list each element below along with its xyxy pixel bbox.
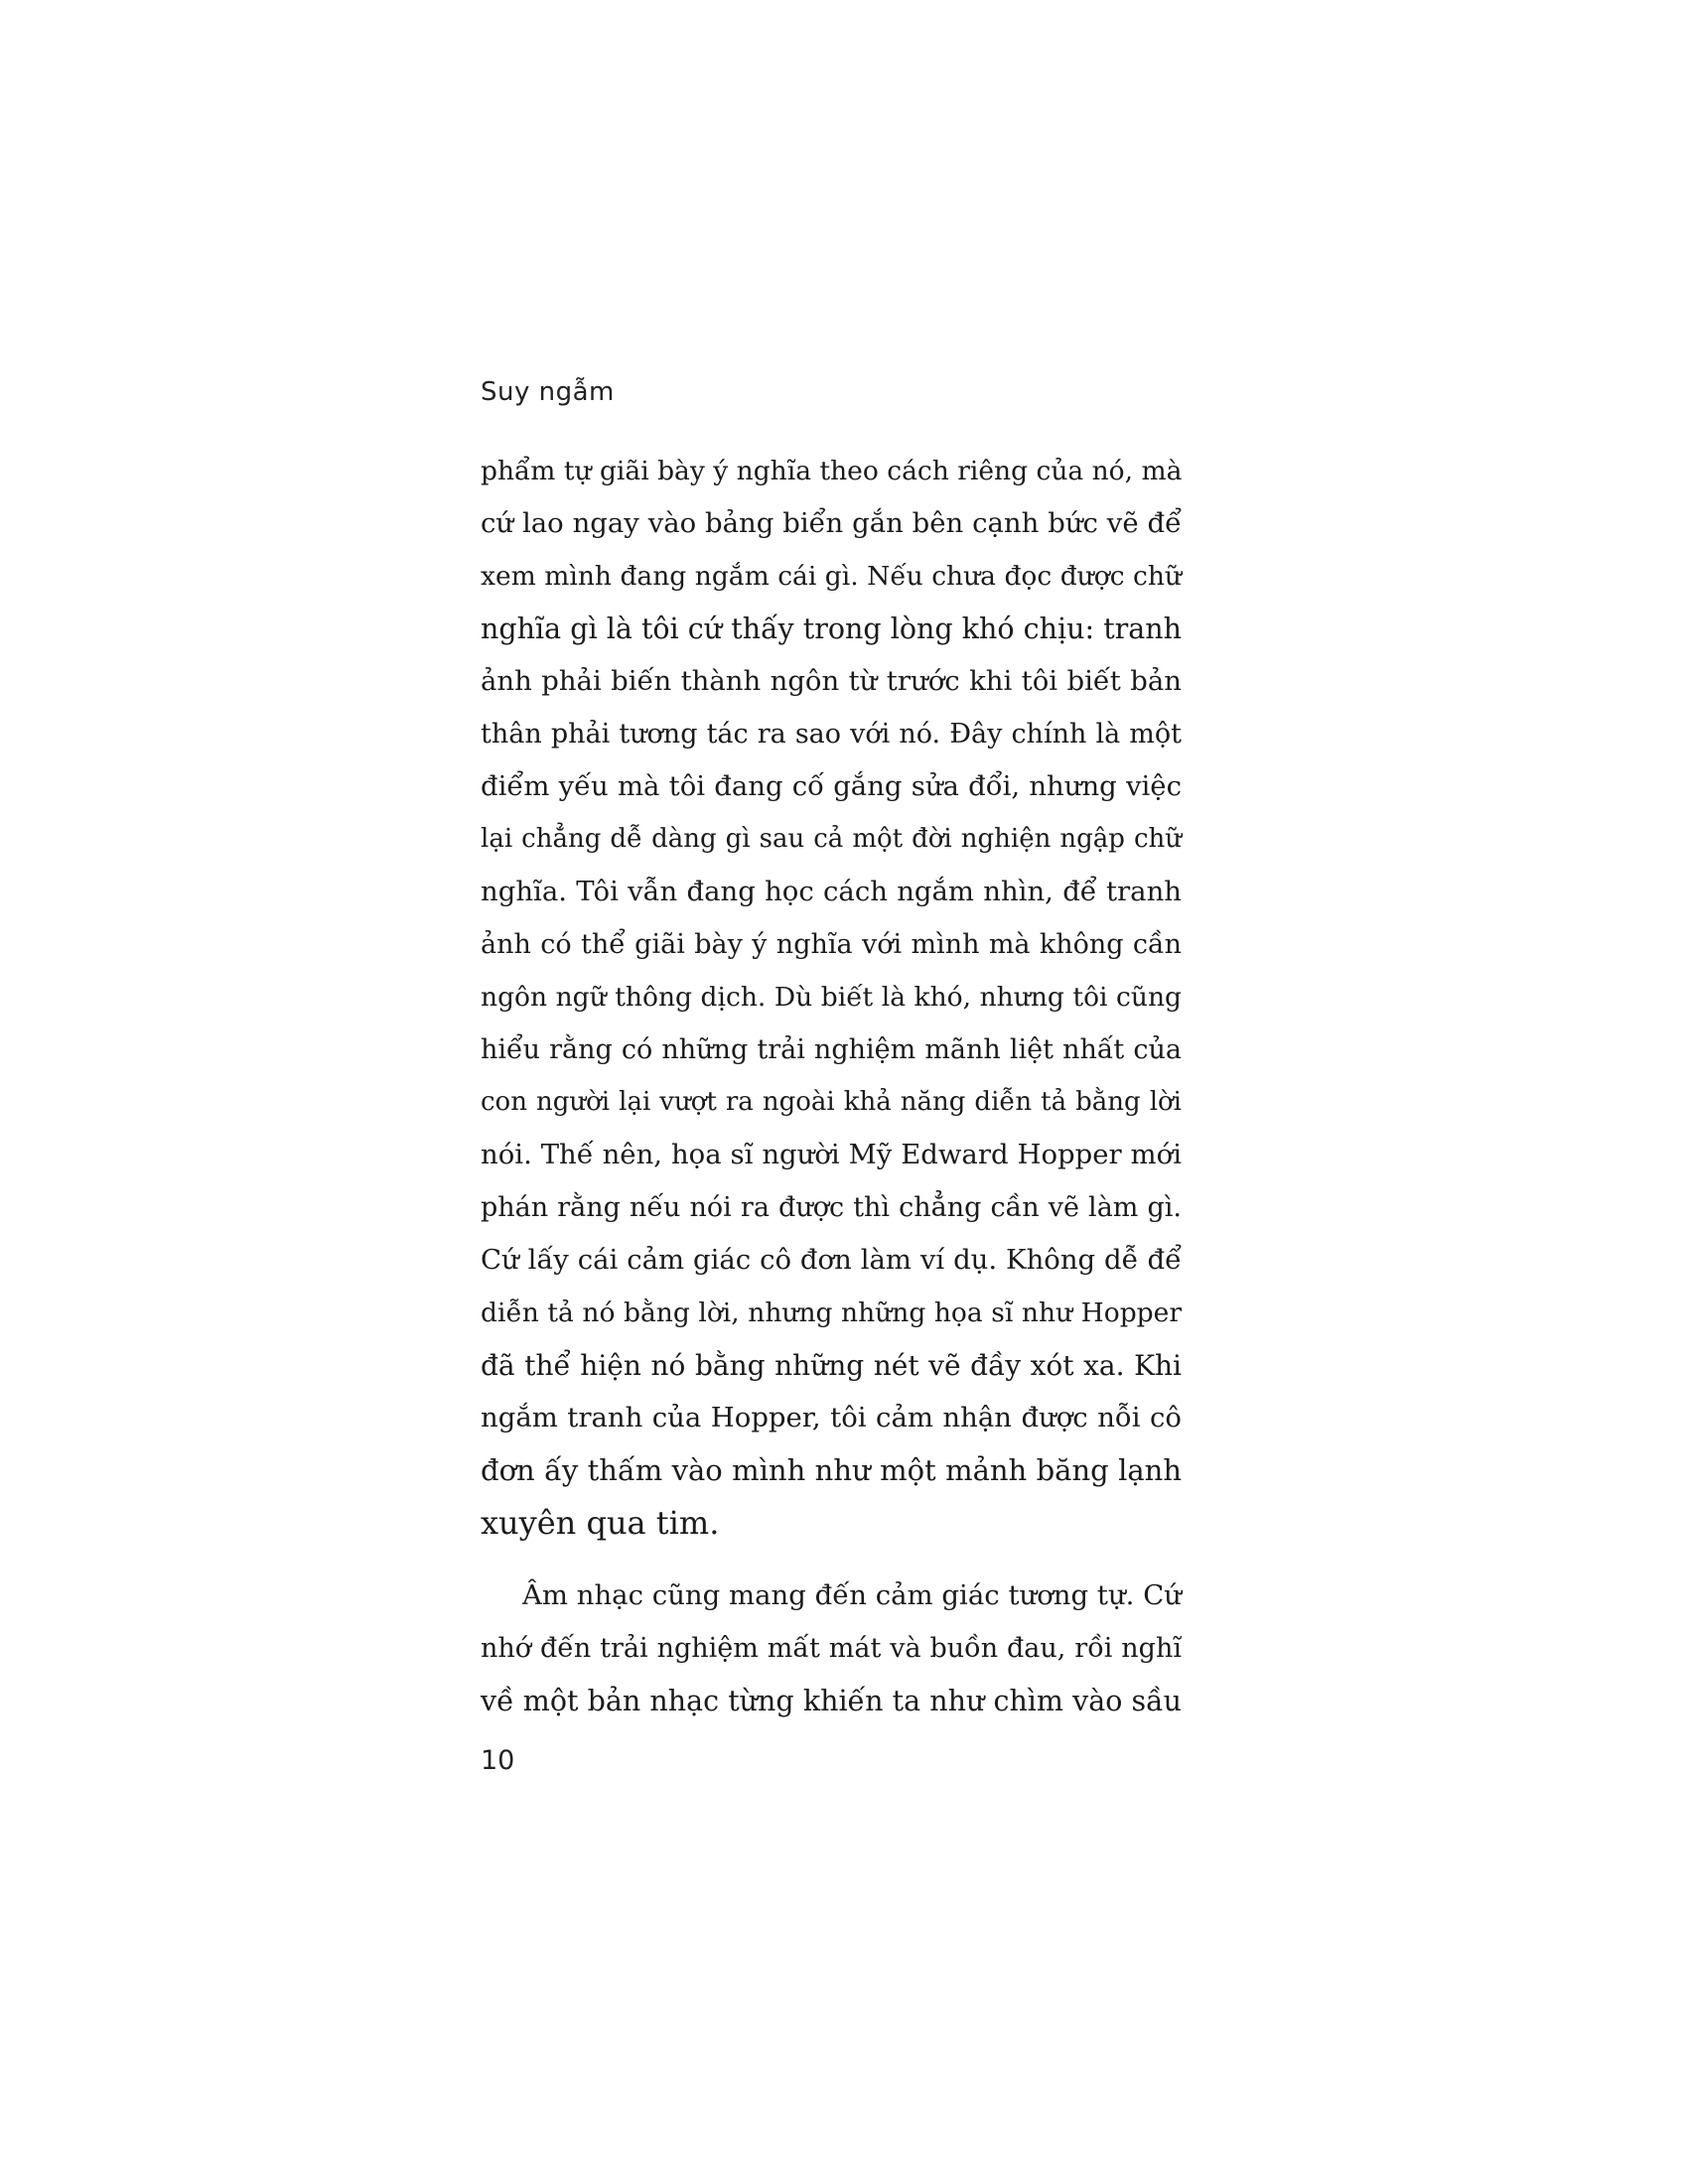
text-line: ngôn ngữ thông dịch. Dù biết là khó, nhưng tôi cũng <box>481 982 1182 1013</box>
text-line: cứ lao ngay vào bảng biển gắn bên cạnh bức vẽ để <box>481 507 1182 539</box>
text-line: ngắm tranh của Hopper, tôi cảm nhận được nỗi cô <box>481 1402 1182 1433</box>
text-line: con người lại vượt ra ngoài khả năng diễn tả bằng lời <box>481 1087 1182 1117</box>
text-line: về một bản nhạc từng khiến ta như chìm vào sầu <box>481 1685 1182 1717</box>
text-line: phán rằng nếu nói ra được thì chẳng cần vẽ làm gì. <box>481 1192 1182 1223</box>
text-line: nói. Thế nên, họa sĩ người Mỹ Edward Hopper mới <box>481 1139 1182 1170</box>
text-line: xuyên qua tim. <box>481 1504 720 1542</box>
text-line: ảnh phải biến thành ngôn từ trước khi tôi biết bản <box>481 665 1182 697</box>
text-line: đơn ấy thấm vào mình như một mảnh băng lạnh <box>481 1453 1182 1487</box>
body-text <box>481 445 1182 1727</box>
text-line: xem mình đang ngắm cái gì. Nếu chưa đọc được chữ <box>481 561 1182 592</box>
running-header: Suy ngẫm <box>481 377 615 407</box>
paragraph <box>481 445 1182 1550</box>
text-line: ảnh có thể giãi bày ý nghĩa với mình mà không cần <box>481 929 1182 960</box>
page-number: 10 <box>481 1745 515 1776</box>
text-line: nhớ đến trải nghiệm mất mát và buồn đau, rồi nghĩ <box>481 1633 1182 1664</box>
text-line: đã thể hiện nó bằng những nét vẽ đầy xót xa. Khi <box>481 1349 1182 1382</box>
text-line: nghĩa. Tôi vẫn đang học cách ngắm nhìn, để tranh <box>481 876 1182 907</box>
text-line: thân phải tương tác ra sao với nó. Đây chính là một <box>481 719 1182 750</box>
text-line: nghĩa gì là tôi cứ thấy trong lòng khó chịu: tranh <box>481 613 1182 645</box>
paragraph-gap <box>481 1550 1182 1570</box>
text-line: điểm yếu mà tôi đang cố gắng sửa đổi, nhưng việc <box>481 770 1182 802</box>
text-line: Cứ lấy cái cảm giác cô đơn làm ví dụ. Không dễ để <box>481 1244 1182 1276</box>
text-line: phẩm tự giãi bày ý nghĩa theo cách riêng của nó, mà <box>481 456 1183 486</box>
text-line: hiểu rằng có những trải nghiệm mãnh liệt nhất của <box>481 1034 1182 1065</box>
text-line: Âm nhạc cũng mang đến cảm giác tương tự. Cứ <box>522 1579 1182 1611</box>
text-line: diễn tả nó bằng lời, nhưng những họa sĩ như Hopper <box>481 1297 1182 1328</box>
paragraph <box>481 1570 1182 1727</box>
text-line: lại chẳng dễ dàng gì sau cả một đời nghiện ngập chữ <box>481 824 1182 854</box>
